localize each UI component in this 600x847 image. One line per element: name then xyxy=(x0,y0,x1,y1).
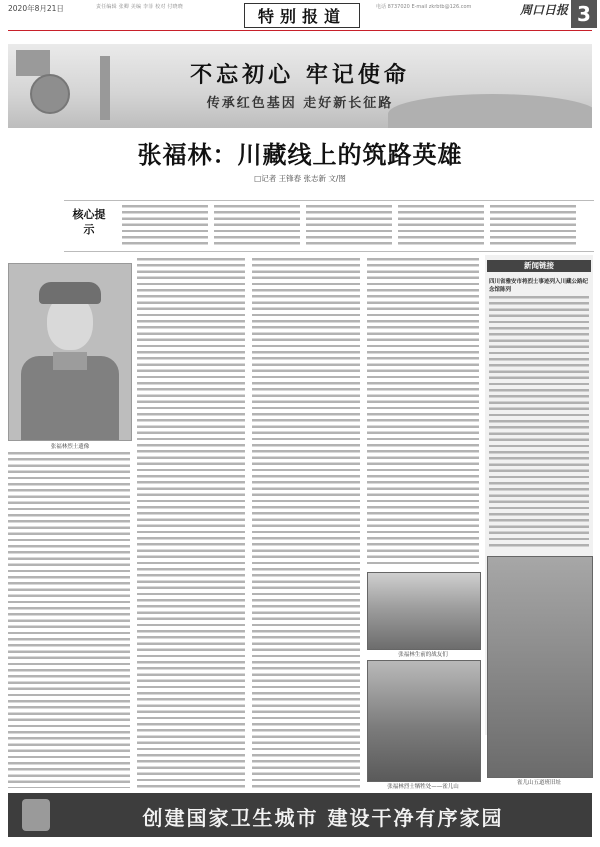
key-tip-label: 核心提示 xyxy=(72,208,106,236)
article-byline: □记者 王锋春 张志新 文/图 xyxy=(254,174,346,183)
article-text-column-2 xyxy=(137,258,245,788)
mountain-photo xyxy=(367,660,481,782)
road-station-photo-caption: 雀儿山五道班旧址 xyxy=(516,780,561,786)
road-station-photo xyxy=(487,556,593,778)
sidebar-text xyxy=(489,296,589,548)
article-text-column-3 xyxy=(252,258,360,788)
article-headline: 张福林：川藏线上的筑路英雄 xyxy=(137,141,463,169)
newspaper-name: 周口日报 xyxy=(520,3,569,17)
key-tip-text xyxy=(214,205,300,245)
sidebar-title: 四川省雅安市将烈士事迹列入川藏公路纪念馆陈列 xyxy=(489,279,589,293)
section-title: 特别报道 xyxy=(257,7,346,26)
portrait-photo xyxy=(8,263,132,441)
banner-title: 不忘初心 牢记使命 xyxy=(190,62,410,88)
banner-image xyxy=(8,44,592,128)
mountain-photo-caption: 张福林烈士牺牲处——雀儿山 xyxy=(387,784,459,790)
contact-info: 电话 8737020 E-mail zkrbtb@126.com xyxy=(376,4,472,10)
article-text-column-4 xyxy=(367,258,479,564)
key-tip-text xyxy=(490,205,576,245)
portrait-collar xyxy=(53,352,87,370)
crowd-photo-caption: 张福林生前的战友们 xyxy=(398,652,448,658)
portrait-cap xyxy=(39,282,101,304)
page-number: 3 xyxy=(571,0,597,28)
key-tip-text xyxy=(398,205,484,245)
masthead-divider xyxy=(8,30,592,31)
city-emblem-icon xyxy=(22,799,50,831)
key-tip-text xyxy=(306,205,392,245)
article-text-column-1 xyxy=(8,452,130,788)
editor-info: 责任编辑 张卿 美编 李菲 校对 付晓晓 xyxy=(96,4,183,10)
key-tip-text xyxy=(122,205,208,245)
banner-subtitle: 传承红色基因 走好新长征路 xyxy=(206,96,394,111)
crowd-photo xyxy=(367,572,481,650)
issue-date: 2020年8月21日 xyxy=(8,4,64,13)
slogan-text: 创建国家卫生城市 建设干净有序家园 xyxy=(142,806,504,830)
portrait-caption: 张福林烈士遗像 xyxy=(50,444,90,450)
sidebar-header: 新闻链接 xyxy=(487,260,591,272)
